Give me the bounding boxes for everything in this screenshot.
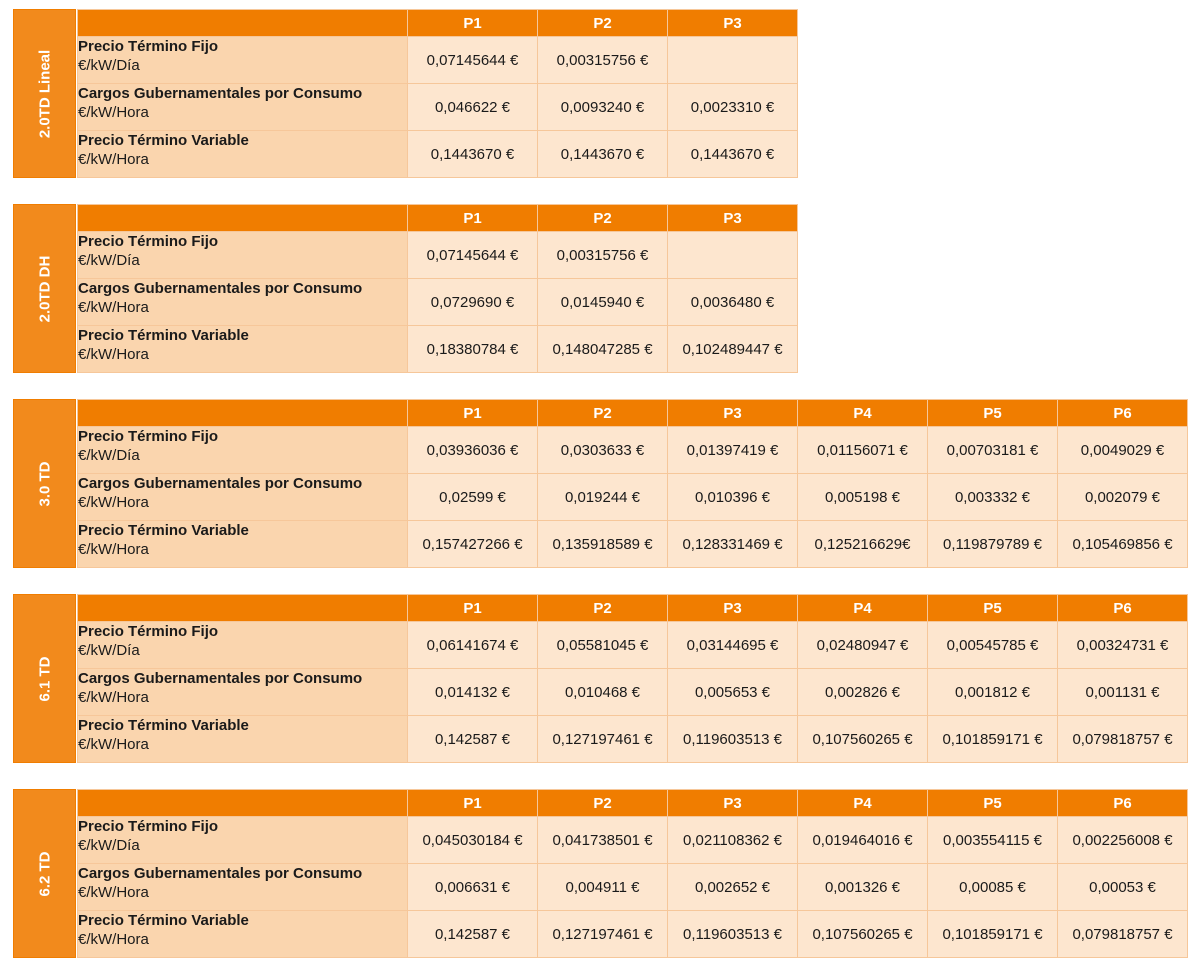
tariff-name-bar [13, 789, 76, 958]
price-cell: 0,00315756 € [538, 232, 668, 279]
row-unit: €/kW/Hora [78, 346, 149, 363]
price-table [77, 399, 1188, 568]
period-header: P3 [668, 595, 798, 622]
price-cell: 0,125216629€ [798, 521, 928, 568]
price-cell [668, 232, 798, 279]
price-cell: 0,142587 € [408, 911, 538, 958]
price-cell: 0,0049029 € [1058, 427, 1188, 474]
period-header: P1 [408, 205, 538, 232]
period-header: P3 [668, 10, 798, 37]
tariff-name-bar [13, 204, 76, 373]
table-row [78, 521, 1188, 568]
row-label [78, 37, 408, 84]
price-cell: 0,107560265 € [798, 911, 928, 958]
price-cell: 0,107560265 € [798, 716, 928, 763]
period-header: P6 [1058, 595, 1188, 622]
table-row [78, 716, 1188, 763]
price-cell: 0,00085 € [928, 864, 1058, 911]
price-cell: 0,001326 € [798, 864, 928, 911]
row-label [78, 232, 408, 279]
period-header: P3 [668, 205, 798, 232]
header-row [78, 205, 798, 232]
period-header: P5 [928, 790, 1058, 817]
row-label [78, 864, 408, 911]
table-row [78, 622, 1188, 669]
period-header: P2 [538, 400, 668, 427]
price-cell: 0,01397419 € [668, 427, 798, 474]
price-cell [668, 37, 798, 84]
header-blank-cell [78, 205, 408, 232]
table-row [78, 131, 798, 178]
row-title: Precio Término Fijo [78, 623, 219, 640]
tariff-name: 2.0TD DH [36, 255, 53, 322]
header-blank-cell [78, 790, 408, 817]
row-unit: €/kW/Día [78, 837, 140, 854]
header-row [78, 595, 1188, 622]
price-cell: 0,07145644 € [408, 37, 538, 84]
period-header: P2 [538, 10, 668, 37]
price-cell: 0,101859171 € [928, 716, 1058, 763]
price-cell: 0,0023310 € [668, 84, 798, 131]
period-header: P2 [538, 790, 668, 817]
tariff-name: 2.0TD Lineal [36, 49, 53, 138]
price-cell: 0,006631 € [408, 864, 538, 911]
row-title: Precio Término Variable [78, 522, 249, 539]
tariff-name-bar [13, 399, 76, 568]
row-unit: €/kW/Día [78, 447, 140, 464]
price-cell: 0,005653 € [668, 669, 798, 716]
header-row [78, 400, 1188, 427]
table-row [78, 37, 798, 84]
price-cell: 0,002652 € [668, 864, 798, 911]
header-blank-cell [78, 400, 408, 427]
period-header: P6 [1058, 400, 1188, 427]
price-cell: 0,0036480 € [668, 279, 798, 326]
period-header: P4 [798, 400, 928, 427]
table-row [78, 427, 1188, 474]
price-cell: 0,002256008 € [1058, 817, 1188, 864]
price-cell: 0,0303633 € [538, 427, 668, 474]
table-row [78, 864, 1188, 911]
row-title: Precio Término Variable [78, 132, 249, 149]
price-cell: 0,001131 € [1058, 669, 1188, 716]
row-title: Precio Término Fijo [78, 818, 219, 835]
price-cell: 0,0145940 € [538, 279, 668, 326]
row-unit: €/kW/Hora [78, 104, 149, 121]
table-row [78, 279, 798, 326]
price-cell: 0,05581045 € [538, 622, 668, 669]
price-cell: 0,01156071 € [798, 427, 928, 474]
row-label [78, 427, 408, 474]
row-label [78, 521, 408, 568]
row-label [78, 84, 408, 131]
tariff-name: 6.2 TD [36, 850, 53, 897]
price-table [77, 789, 1188, 958]
table-row [78, 232, 798, 279]
row-title: Precio Término Fijo [78, 233, 219, 250]
period-header: P1 [408, 595, 538, 622]
period-header: P2 [538, 595, 668, 622]
row-label [78, 622, 408, 669]
price-cell: 0,119879789 € [928, 521, 1058, 568]
price-cell: 0,005198 € [798, 474, 928, 521]
period-header: P5 [928, 400, 1058, 427]
price-cell: 0,003332 € [928, 474, 1058, 521]
row-label [78, 716, 408, 763]
price-cell: 0,102489447 € [668, 326, 798, 373]
price-cell: 0,019464016 € [798, 817, 928, 864]
price-cell: 0,00053 € [1058, 864, 1188, 911]
row-unit: €/kW/Día [78, 252, 140, 269]
price-cell: 0,119603513 € [668, 911, 798, 958]
row-label [78, 817, 408, 864]
price-cell: 0,004911 € [538, 864, 668, 911]
price-cell: 0,119603513 € [668, 716, 798, 763]
price-cell: 0,127197461 € [538, 716, 668, 763]
row-label [78, 474, 408, 521]
price-cell: 0,0729690 € [408, 279, 538, 326]
price-cell: 0,06141674 € [408, 622, 538, 669]
row-title: Cargos Gubernamentales por Consumo [78, 475, 363, 492]
price-cell: 0,02480947 € [798, 622, 928, 669]
price-table [77, 9, 798, 178]
period-header: P6 [1058, 790, 1188, 817]
row-unit: €/kW/Hora [78, 931, 149, 948]
price-cell: 0,00324731 € [1058, 622, 1188, 669]
row-unit: €/kW/Hora [78, 541, 149, 558]
price-cell: 0,101859171 € [928, 911, 1058, 958]
price-cell: 0,18380784 € [408, 326, 538, 373]
price-cell: 0,00315756 € [538, 37, 668, 84]
period-header: P2 [538, 205, 668, 232]
row-unit: €/kW/Hora [78, 151, 149, 168]
row-title: Cargos Gubernamentales por Consumo [78, 670, 363, 687]
price-cell: 0,148047285 € [538, 326, 668, 373]
price-cell: 0,041738501 € [538, 817, 668, 864]
row-label [78, 669, 408, 716]
period-header: P4 [798, 790, 928, 817]
price-cell: 0,00545785 € [928, 622, 1058, 669]
price-cell: 0,021108362 € [668, 817, 798, 864]
header-blank-cell [78, 10, 408, 37]
header-row [78, 10, 798, 37]
row-title: Cargos Gubernamentales por Consumo [78, 280, 363, 297]
header-row [78, 790, 1188, 817]
price-cell: 0,1443670 € [408, 131, 538, 178]
period-header: P1 [408, 400, 538, 427]
row-label [78, 279, 408, 326]
price-cell: 0,135918589 € [538, 521, 668, 568]
period-header: P1 [408, 790, 538, 817]
price-table [77, 594, 1188, 763]
tariff-name-bar [13, 594, 76, 763]
row-unit: €/kW/Hora [78, 299, 149, 316]
price-cell: 0,02599 € [408, 474, 538, 521]
price-cell: 0,105469856 € [1058, 521, 1188, 568]
row-unit: €/kW/Hora [78, 884, 149, 901]
row-title: Precio Término Variable [78, 912, 249, 929]
price-cell: 0,03144695 € [668, 622, 798, 669]
tariff-name-bar [13, 9, 76, 178]
price-cell: 0,002826 € [798, 669, 928, 716]
row-label [78, 131, 408, 178]
period-header: P1 [408, 10, 538, 37]
table-row [78, 911, 1188, 958]
price-cell: 0,045030184 € [408, 817, 538, 864]
row-title: Cargos Gubernamentales por Consumo [78, 85, 363, 102]
row-label [78, 911, 408, 958]
price-cell: 0,019244 € [538, 474, 668, 521]
price-cell: 0,010468 € [538, 669, 668, 716]
table-row [78, 817, 1188, 864]
price-cell: 0,1443670 € [668, 131, 798, 178]
price-cell: 0,157427266 € [408, 521, 538, 568]
price-cell: 0,046622 € [408, 84, 538, 131]
table-row [78, 84, 798, 131]
price-cell: 0,002079 € [1058, 474, 1188, 521]
price-cell: 0,00703181 € [928, 427, 1058, 474]
period-header: P3 [668, 790, 798, 817]
row-unit: €/kW/Hora [78, 689, 149, 706]
row-title: Precio Término Fijo [78, 38, 219, 55]
tariff-name: 6.1 TD [36, 655, 53, 702]
price-cell: 0,014132 € [408, 669, 538, 716]
table-row [78, 326, 798, 373]
price-cell: 0,010396 € [668, 474, 798, 521]
row-label [78, 326, 408, 373]
row-unit: €/kW/Hora [78, 494, 149, 511]
price-cell: 0,142587 € [408, 716, 538, 763]
row-title: Precio Término Variable [78, 327, 249, 344]
table-row [78, 474, 1188, 521]
price-cell: 0,128331469 € [668, 521, 798, 568]
row-title: Precio Término Fijo [78, 428, 219, 445]
price-table [77, 204, 798, 373]
row-title: Precio Término Variable [78, 717, 249, 734]
tariff-name: 3.0 TD [36, 460, 53, 507]
price-cell: 0,003554115 € [928, 817, 1058, 864]
table-row [78, 669, 1188, 716]
period-header: P5 [928, 595, 1058, 622]
row-unit: €/kW/Hora [78, 736, 149, 753]
row-unit: €/kW/Día [78, 642, 140, 659]
price-cell: 0,127197461 € [538, 911, 668, 958]
price-cell: 0,07145644 € [408, 232, 538, 279]
row-title: Cargos Gubernamentales por Consumo [78, 865, 363, 882]
price-cell: 0,03936036 € [408, 427, 538, 474]
price-cell: 0,079818757 € [1058, 716, 1188, 763]
header-blank-cell [78, 595, 408, 622]
price-cell: 0,1443670 € [538, 131, 668, 178]
price-cell: 0,079818757 € [1058, 911, 1188, 958]
price-cell: 0,001812 € [928, 669, 1058, 716]
period-header: P4 [798, 595, 928, 622]
period-header: P3 [668, 400, 798, 427]
row-unit: €/kW/Día [78, 57, 140, 74]
price-cell: 0,0093240 € [538, 84, 668, 131]
